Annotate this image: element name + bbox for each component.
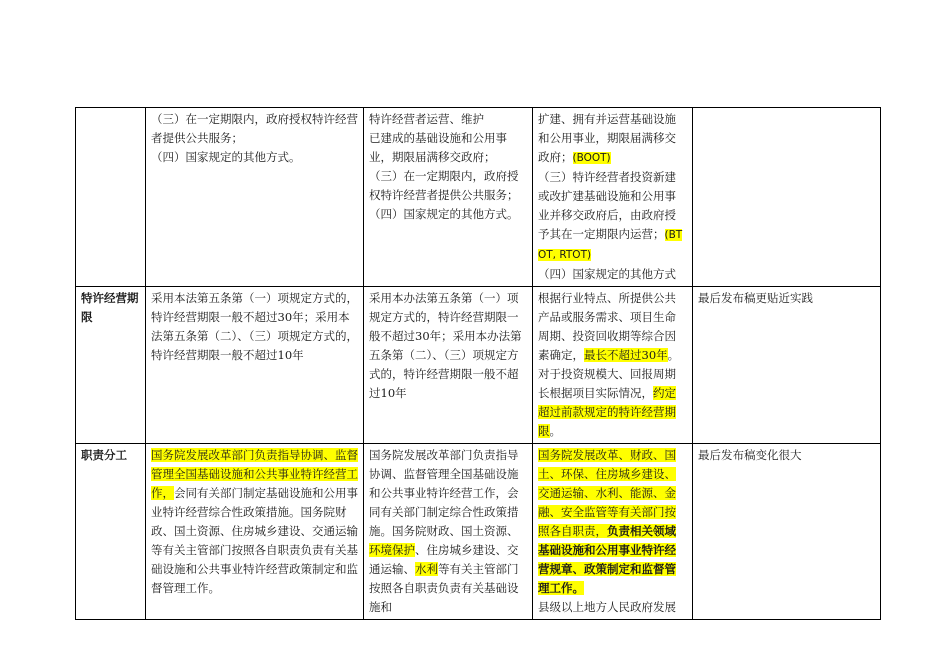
paragraph: （四）国家规定的其他方式。 [151, 150, 301, 164]
paragraph: （三）特许经营者投资新建或改扩建基础设施和公用事业并移交政府后，由政府授予其在一定期限内运营；(BTOT, RTOT) [538, 170, 683, 261]
paragraph: （四）国家规定的其他方式 [538, 267, 676, 281]
paragraph: 已建成的基础设施和公用事业，期限届满移交政府； [369, 131, 507, 164]
cell-draft-law: 采用本法第五条第（一）项规定方式的，特许经营期限一般不超过30年；采用本法第五条第（二）、（三）项规定方式的，特许经营期限一般不超过10年 [146, 287, 364, 444]
highlight: 水利 [415, 562, 438, 576]
cell-comment: 最后发布稿变化很大 [693, 444, 881, 620]
highlight: 国务院发展改革部门负责指导协调、监督管理全国基础设施和公共事业特许经营工作， [151, 448, 358, 500]
cell-comment: 最后发布稿更贴近实践 [693, 287, 881, 444]
highlight-bold: 负责相关领域基础设施和公用事业特许经营规章、政策制定和监督管理工作。 [538, 524, 676, 595]
paragraph: （三）在一定期限内，政府授权特许经营者提供公共服务； [369, 169, 519, 202]
cell-draft-law: 国务院发展改革部门负责指导协调、监督管理全国基础设施和公共事业特许经营工作，会同有关部门制定基础设施和公用事业特许经营综合性政策措施。国务院财政、国土资源、住房城乡建设、交通运输等有关主管部门按照各自职责负责有关基础设施和公共事业特许经营政策制定和监督管理工作。 [146, 444, 364, 620]
cell-final-measures [533, 108, 693, 287]
highlight: 环境保护 [369, 543, 415, 557]
row-label-empty [76, 108, 146, 287]
table-row-modes [76, 108, 881, 287]
cell-draft-measures [364, 108, 533, 287]
paragraph: 对于投资规模大、回报周期长根据项目实际情况，约定超过前款规定的特许经营期限。 [538, 367, 676, 438]
cell-final-measures [533, 287, 693, 444]
highlight: (BOOT) [572, 152, 611, 164]
highlight: (BTOT, RTOT) [538, 229, 683, 261]
cell-draft-measures: 国务院发展改革部门负责指导协调、监督管理全国基础设施和公共事业特许经营工作，会同有关部门制定综合性政策措施。国务院财政、国土资源、环境保护、住房城乡建设、交通运输、水利等有关主管部门按照各自职责负责有关基础设施和 [364, 444, 533, 620]
comparison-table [75, 107, 881, 620]
table-row-term [76, 287, 881, 444]
paragraph: 县级以上地方人民政府发展 [538, 600, 676, 614]
highlight: 最长不超过30年 [584, 348, 668, 362]
highlight: 约定超过前款规定的特许经营期限 [538, 386, 676, 438]
row-label-term: 特许经营期限 [76, 287, 146, 444]
cell-comment [693, 108, 881, 287]
cell-final-measures [533, 444, 693, 620]
paragraph: 特许经营者运营、维护 [369, 112, 484, 126]
paragraph: 根据行业特点、所提供公共产品或服务需求、项目生命周期、投资回收期等综合因素确定，最长不超过30年。 [538, 291, 680, 362]
cell-draft-law [146, 108, 364, 287]
row-label-duties: 职责分工 [76, 444, 146, 620]
paragraph: （三）在一定期限内，政府授权特许经营者提供公共服务； [151, 112, 358, 145]
highlight: 国务院发展改革、财政、国土、环保、住房城乡建设、交通运输、水利、能源、金融、安全监管等有关部门按照各自职责， [538, 448, 676, 538]
paragraph: （四）国家规定的其他方式。 [369, 207, 519, 221]
paragraph: 扩建、拥有并运营基础设施和公用事业，期限届满移交政府；(BOOT) [538, 112, 676, 164]
cell-draft-measures: 采用本办法第五条第（一）项规定方式的，特许经营期限一般不超过30年；采用本办法第五条第（二）、（三）项规定方式的，特许经营期限一般不超过10年 [364, 287, 533, 444]
table-row-duties [76, 444, 881, 620]
